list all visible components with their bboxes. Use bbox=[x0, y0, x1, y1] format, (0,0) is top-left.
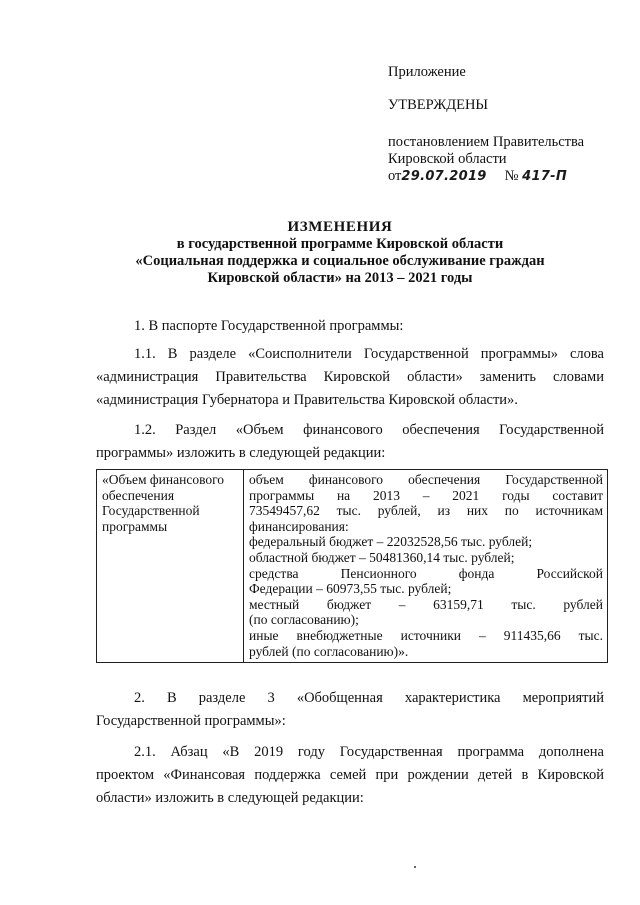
cell-content-line: средства Пенсионного фонда Российской bbox=[249, 565, 603, 581]
date-number-line bbox=[388, 168, 628, 185]
paragraph-1-1-line-1: 1.1. В разделе «Соисполнители Государственной программы» слова bbox=[134, 346, 604, 362]
handwritten-number: 417-П bbox=[522, 169, 568, 184]
cell-label-line: Государственной bbox=[102, 503, 200, 519]
paragraph-1-2 bbox=[96, 419, 604, 465]
document-heading bbox=[60, 219, 620, 287]
paragraph-1 bbox=[96, 315, 604, 338]
cell-content-line: иные внебюджетные источники – 911435,66 тыс. bbox=[249, 627, 603, 643]
table-row bbox=[97, 470, 608, 663]
approval-block bbox=[388, 64, 628, 185]
paragraph-2-1-line-3: области» изложить в следующей редакции: bbox=[96, 790, 364, 806]
table-cell-content bbox=[244, 470, 608, 663]
paragraph-2-1-line-1: 2.1. Абзац «В 2019 году Государственная программа дополнена bbox=[134, 744, 604, 760]
paragraph-2 bbox=[96, 687, 604, 733]
handwritten-date: 29.07.2019 bbox=[401, 169, 487, 184]
cell-content-line: местный бюджет – 63159,71 тыс. рублей bbox=[249, 596, 603, 612]
cell-content-line: 73549457,62 тыс. рублей, из них по источникам bbox=[249, 503, 603, 519]
heading-line-2: «Социальная поддержка и социальное обслуживание граждан bbox=[135, 253, 545, 269]
resolution-line-1: постановлением Правительства bbox=[388, 134, 585, 150]
paragraph-2-1 bbox=[96, 741, 604, 810]
cell-content-line: объем финансового обеспечения Государственной bbox=[249, 472, 603, 487]
cell-content-line: финансирования: bbox=[249, 518, 349, 534]
cell-label-line: программы bbox=[102, 518, 168, 534]
table-cell-label bbox=[97, 470, 244, 663]
cell-label-line: обеспечения bbox=[102, 487, 175, 503]
paragraph-2-line-2: Государственной программы»: bbox=[96, 713, 286, 729]
financing-table bbox=[96, 469, 608, 663]
paragraph-1-2-line-2: программы» изложить в следующей редакции: bbox=[96, 445, 386, 461]
cell-content-line: программы на 2013 – 2021 годы составит bbox=[249, 487, 603, 503]
cell-label-line: «Объем финансового bbox=[102, 472, 225, 487]
date-prefix: от bbox=[388, 168, 402, 184]
number-prefix: № bbox=[504, 168, 519, 184]
scan-speck bbox=[414, 866, 416, 868]
paragraph-1-2-line-1: 1.2. Раздел «Объем финансового обеспечения Государственной bbox=[134, 422, 604, 438]
appendix-label: Приложение bbox=[388, 64, 466, 80]
paragraph-1-text: 1. В паспорте Государственной программы: bbox=[134, 318, 404, 334]
cell-content-line: федеральный бюджет – 22032528,56 тыс. рублей; bbox=[249, 534, 533, 550]
cell-content-line: рублей (по согласованию)». bbox=[249, 643, 409, 659]
paragraph-1-1-line-3: «администрация Губернатора и Правительства Кировской области». bbox=[96, 392, 518, 408]
cell-content-line: областной бюджет – 50481360,14 тыс. рублей; bbox=[249, 549, 515, 565]
cell-content-line: (по согласованию); bbox=[249, 612, 359, 628]
resolution-line-2: Кировской области bbox=[388, 151, 507, 167]
heading-line-3: Кировской области» на 2013 – 2021 годы bbox=[207, 270, 473, 286]
paragraph-1-1-line-2: «администрация Правительства Кировской области» заменить словами bbox=[96, 369, 604, 385]
paragraph-2-line-1: 2. В разделе 3 «Обобщенная характеристика мероприятий bbox=[134, 690, 604, 706]
approved-label: УТВЕРЖДЕНЫ bbox=[388, 97, 489, 113]
paragraph-2-1-line-2: проектом «Финансовая поддержка семей при рождении детей в Кировской bbox=[96, 767, 604, 783]
heading-line-1: в государственной программе Кировской области bbox=[176, 236, 504, 252]
cell-content-line: Федерации – 60973,55 тыс. рублей; bbox=[249, 581, 452, 597]
heading-title: ИЗМЕНЕНИЯ bbox=[287, 219, 393, 235]
paragraph-1-1 bbox=[96, 343, 604, 412]
